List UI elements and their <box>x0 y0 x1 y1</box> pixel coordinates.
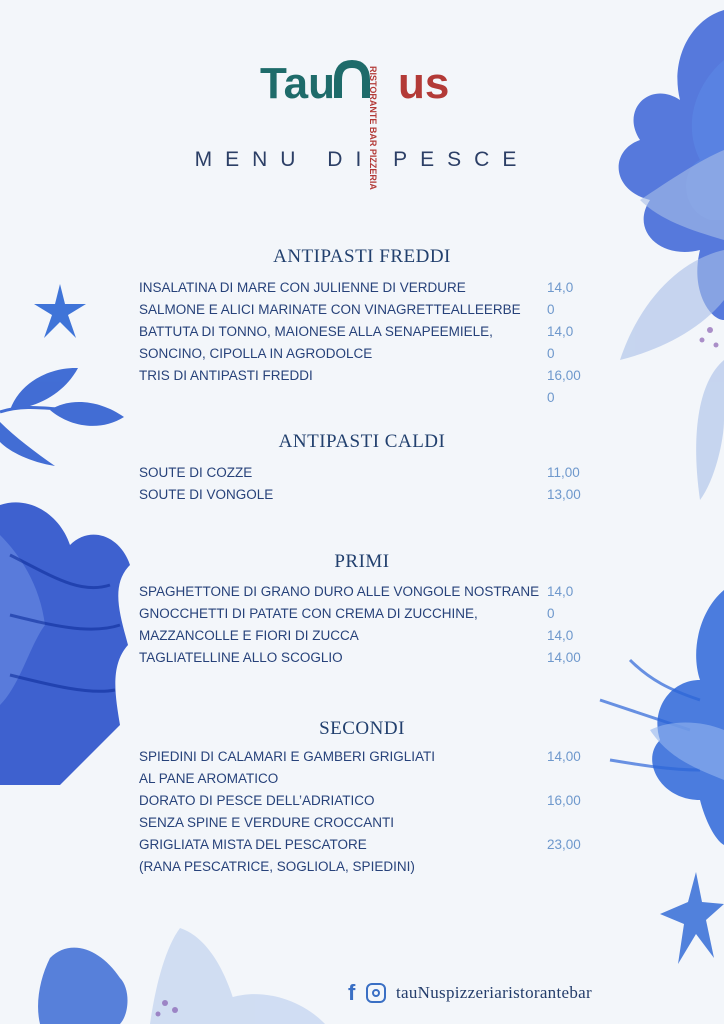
menu-item: (RANA PESCATRICE, SOGLIOLA, SPIEDINI) <box>139 859 415 874</box>
watercolor-flower-bottom-left <box>30 918 330 1024</box>
menu-item-price: 14,00 <box>547 749 581 764</box>
menu-item-price: 14,0 <box>547 584 574 599</box>
menu-item: GRIGLIATA MISTA DEL PESCATORE <box>139 837 367 852</box>
menu-item: SPAGHETTONE DI GRANO DURO ALLE VONGOLE NOSTRANE <box>139 584 540 599</box>
menu-item-price: 23,00 <box>547 837 581 852</box>
menu-item: DORATO DI PESCE DELL’ADRIATICO <box>139 793 375 808</box>
svg-text:Tau: Tau <box>260 59 335 108</box>
menu-item: BATTUTA DI TONNO, MAIONESE ALLA SENAPEEMIELE, <box>139 324 493 339</box>
menu-item-price: 14,0 <box>547 324 574 339</box>
menu-item-price: 0 <box>547 302 555 317</box>
section-title-antipasti-caldi: ANTIPASTI CALDI <box>278 431 446 452</box>
small-starflower-left <box>32 282 88 340</box>
menu-item-price: 14,00 <box>547 650 581 665</box>
menu-item: GNOCCHETTI DI PATATE CON CREMA DI ZUCCHINE, <box>139 606 478 621</box>
menu-item-price: 16,00 <box>547 368 581 383</box>
section-title-secondi: SECONDI <box>319 718 405 739</box>
leaf-branch-left <box>0 362 126 472</box>
menu-item: AL PANE AROMATICO <box>139 771 279 786</box>
menu-item: SPIEDINI DI CALAMARI E GAMBERI GRIGLIATI <box>139 749 436 764</box>
instagram-icon[interactable] <box>366 983 386 1003</box>
section-title-primi: PRIMI <box>334 551 390 572</box>
facebook-icon[interactable]: f <box>348 980 356 1005</box>
starflower-bottom-right <box>656 868 724 968</box>
menu-item-price: 14,0 <box>547 280 574 295</box>
svg-text:us: us <box>398 59 450 108</box>
menu-item-price: 11,00 <box>547 465 580 480</box>
menu-item-price: 16,00 <box>547 793 581 808</box>
watercolor-flower-left <box>0 495 135 790</box>
menu-item: TRIS DI ANTIPASTI FREDDI <box>139 368 313 383</box>
menu-item: INSALATINA DI MARE CON JULIENNE DI VERDURE <box>139 280 466 295</box>
menu-item: SALMONE E ALICI MARINATE CON VINAGRETTEALLEERBE <box>139 302 521 317</box>
menu-item-price: 0 <box>547 346 555 361</box>
social-handle[interactable]: tauNuspizzeriaristorantebar <box>396 983 592 1002</box>
menu-item-price: 0 <box>547 390 555 405</box>
menu-item: MAZZANCOLLE E FIORI DI ZUCCA <box>139 628 359 643</box>
logo-subtitle: RISTORANTE BAR PIZZERIA <box>368 66 378 190</box>
menu-item: SONCINO, CIPOLLA IN AGRODOLCE <box>139 346 373 361</box>
menu-title: MENU DI PESCE <box>194 148 530 171</box>
menu-item-price: 0 <box>547 606 555 621</box>
social-footer <box>348 980 592 1006</box>
menu-item-price: 14,0 <box>547 628 574 643</box>
menu-item-price: 13,00 <box>547 487 581 502</box>
menu-item: SOUTE DI COZZE <box>139 465 253 480</box>
watercolor-flower-right <box>590 570 724 850</box>
section-title-antipasti-freddi: ANTIPASTI FREDDI <box>273 246 451 267</box>
menu-item: TAGLIATELLINE ALLO SCOGLIO <box>139 650 343 665</box>
menu-item: SOUTE DI VONGOLE <box>139 487 274 502</box>
logo-graphic <box>258 58 468 118</box>
menu-item: SENZA SPINE E VERDURE CROCCANTI <box>139 815 395 830</box>
